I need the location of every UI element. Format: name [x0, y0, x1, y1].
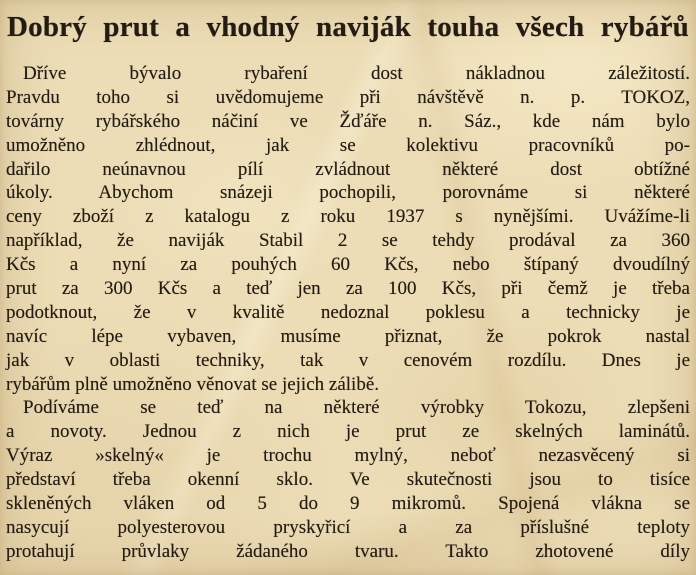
- text-line: nasycují polyesterovou pryskyřicí a za příslušné teploty: [6, 516, 690, 538]
- text-line: úkoly. Abychom snázeji pochopili, porovnáme si některé: [6, 182, 690, 204]
- text-line: rybářům plně umožněno věnovat se jejich zálibě.: [6, 373, 380, 395]
- text-line: navíc lépe vybaven, musíme přiznat, že pokrok nastal: [6, 325, 690, 347]
- article-headline: Dobrý prut a vhodný naviják touha všech rybářů: [7, 11, 689, 43]
- text-line: továrny rybářského náčiní ve Žďáře n. Sáz., kde nám bylo: [6, 110, 690, 132]
- text-line: Dříve bývalo rybaření dost nákladnou záležitostí.: [23, 63, 690, 84]
- text-line: Výraz »skelný« je trochu mylný, neboť nezasvěcený si: [6, 445, 690, 467]
- text-line: podotknout, že v kvalitě nedoznal poklesu a technicky je: [6, 301, 690, 323]
- paragraph-2: [6, 396, 690, 563]
- text-line: umožněno zhlédnout, jak se kolektivu pracovníků po-: [6, 134, 690, 156]
- text-line: dařilo neúnavnou pílí zvládnout některé dost obtížné: [6, 158, 690, 180]
- text-line: Podíváme se teď na některé výrobky Tokozu, zlepšeni: [23, 397, 690, 419]
- text-line: například, že naviják Stabil 2 se tehdy prodával za 360: [6, 230, 690, 252]
- text-line: a novoty. Jednou z nich je prut ze skelných laminátů.: [6, 421, 690, 443]
- text-line: Kčs a nyní za pouhých 60 Kčs, nebo štípaný dvoudílný: [6, 254, 690, 276]
- text-line: protahují průvlaky žádaného tvaru. Takto zhotovené díly: [6, 540, 690, 562]
- text-line: jak v oblasti techniky, tak v cenovém rozdílu. Dnes je: [6, 349, 690, 371]
- text-line: prut za 300 Kčs a teď jen za 100 Kčs, při čemž je třeba: [6, 278, 690, 300]
- text-line: skleněných vláken od 5 do 9 mikromů. Spojená vlákna se: [6, 493, 690, 515]
- text-line: Pravdu toho si uvědomujeme při návštěvě n. p. TOKOZ,: [6, 86, 690, 108]
- paragraph-1: [6, 62, 690, 396]
- text-line: představí třeba okenní sklo. Ve skutečnosti jsou to tisíce: [6, 469, 690, 491]
- text-line: ceny zboží z katalogu z roku 1937 s nynějšími. Uvážíme-li: [6, 206, 690, 228]
